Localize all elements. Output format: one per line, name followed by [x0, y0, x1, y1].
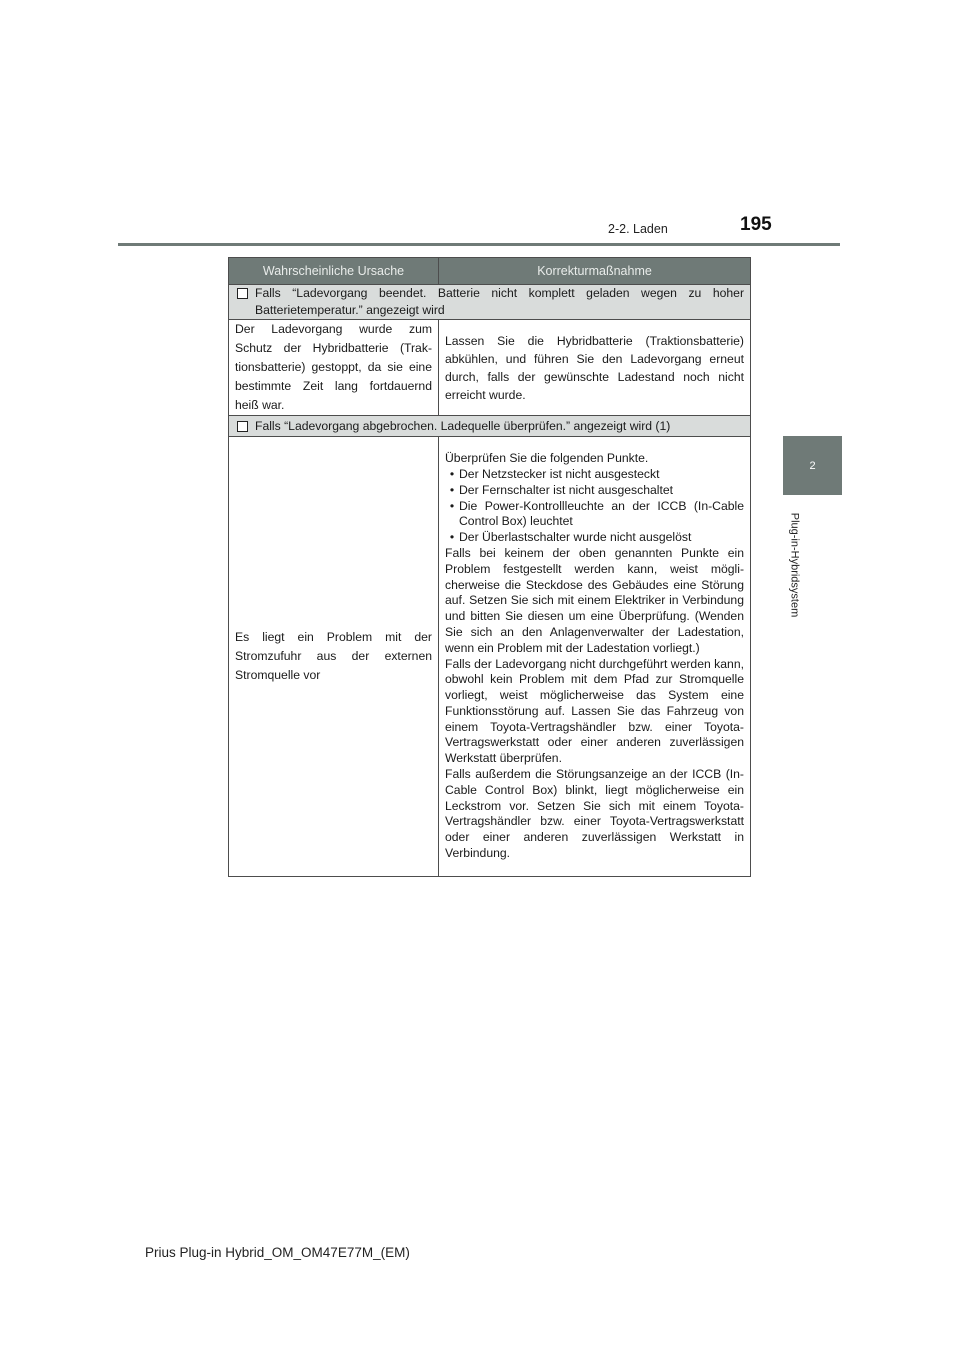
- list-item: • Der Fernschalter ist nicht ausgeschaltet: [445, 483, 744, 499]
- action-paragraph: Falls der Ladevorgang nicht durchgeführt werden kann, obwohl kein Problem mit dem Pfad zur Stromquelle vorliegt, weist möglicherweise das System eine Funktionsstörung auf. Lassen Sie das Fahrzeug von einem Toyota-Vertragshändler bzw. einer Toyota-Vertragswerkstatt oder einer anderen zuverlässigen Werkstatt überprüfen.: [445, 656, 744, 766]
- column-header-action: Korrekturmaßnahme: [439, 258, 751, 285]
- chapter-label: [769, 500, 819, 630]
- table-header-row: [229, 258, 751, 285]
- condition-text: Falls “Ladevorgang abgebrochen. Ladequelle überprüfen.” angezeigt wird (1): [255, 418, 671, 433]
- list-item: • Die Power-Kontrollleuchte an der ICCB (In-Cable Control Box) leuchtet: [445, 499, 744, 531]
- header-divider: [118, 243, 840, 246]
- table-row: [229, 320, 751, 416]
- bullet-icon: •: [449, 466, 455, 481]
- condition-text: Falls “Ladevorgang beendet. Batterie nicht komplett geladen wegen zu hoher Batterietemperatur.” angezeigt wird: [255, 286, 744, 317]
- action-paragraph: Falls außerdem die Störungsanzeige an der ICCB (In-Cable Control Box) blinkt, liegt möglicherweise ein Leckstrom vor. Setzen Sie sich mit einem Toyota-Vertragshändler bzw. einer Toyota-Vertragswerkstatt oder einer anderen zuverlässigen Werkstatt in Verbindung.: [445, 767, 744, 861]
- column-header-cause: Wahrscheinliche Ursache: [229, 258, 439, 285]
- condition-row: [229, 416, 751, 437]
- document-id-footer: Prius Plug-in Hybrid_OM_OM47E77M_(EM): [145, 1245, 410, 1260]
- list-item: • Der Netzstecker ist nicht ausgesteckt: [445, 467, 744, 483]
- action-cell: [439, 437, 751, 877]
- bullet-icon: •: [449, 530, 455, 545]
- table-row: [229, 437, 751, 877]
- action-paragraph: Falls bei keinem der oben genannten Punkte ein Problem festgestellt werden kann, weist möglicherweise die Steckdose des Gebäudes eine Störung auf. Setzen Sie sich mit einem Elektriker in Verbindung und bitten Sie diesen um eine Überprüfung. (Wenden Sie sich an den Anlagenverwalter der Ladestation, wenn ein Problem mit der Ladestation vorliegt.): [445, 545, 744, 655]
- bullet-icon: •: [449, 498, 455, 513]
- condition-row: [229, 285, 751, 320]
- cause-cell: Es liegt ein Problem mit der Stromzufuhr aus der externen Stromquelle vor: [229, 437, 439, 877]
- troubleshooting-table: [228, 257, 751, 877]
- list-item: • Der Überlastschalter wurde nicht ausgelöst: [445, 530, 744, 546]
- section-title: 2-2. Laden: [608, 222, 668, 236]
- bullet-icon: •: [449, 482, 455, 497]
- checkbox-square-icon: [237, 288, 248, 299]
- chapter-title: Plug-in-Hybridsystem: [788, 512, 800, 618]
- checkbox-square-icon: [237, 421, 248, 432]
- cause-cell: Der Ladevorgang wurde zum Schutz der Hybridbatterie (Traktionsbatterie) gestoppt, da sie eine bestimmte Zeit lang fortdauernd heiß war.: [229, 320, 439, 416]
- chapter-tab: [783, 436, 842, 495]
- action-cell: Lassen Sie die Hybridbatterie (Traktionsbatterie) abkühlen, und führen Sie den Ladevorgang erneut durch, falls der gewünschte Ladestand noch nicht erreicht wurde.: [439, 320, 751, 416]
- page-number: 195: [740, 214, 772, 235]
- chapter-number: 2: [809, 459, 816, 472]
- action-intro: Überprüfen Sie die folgenden Punkte.: [445, 451, 649, 466]
